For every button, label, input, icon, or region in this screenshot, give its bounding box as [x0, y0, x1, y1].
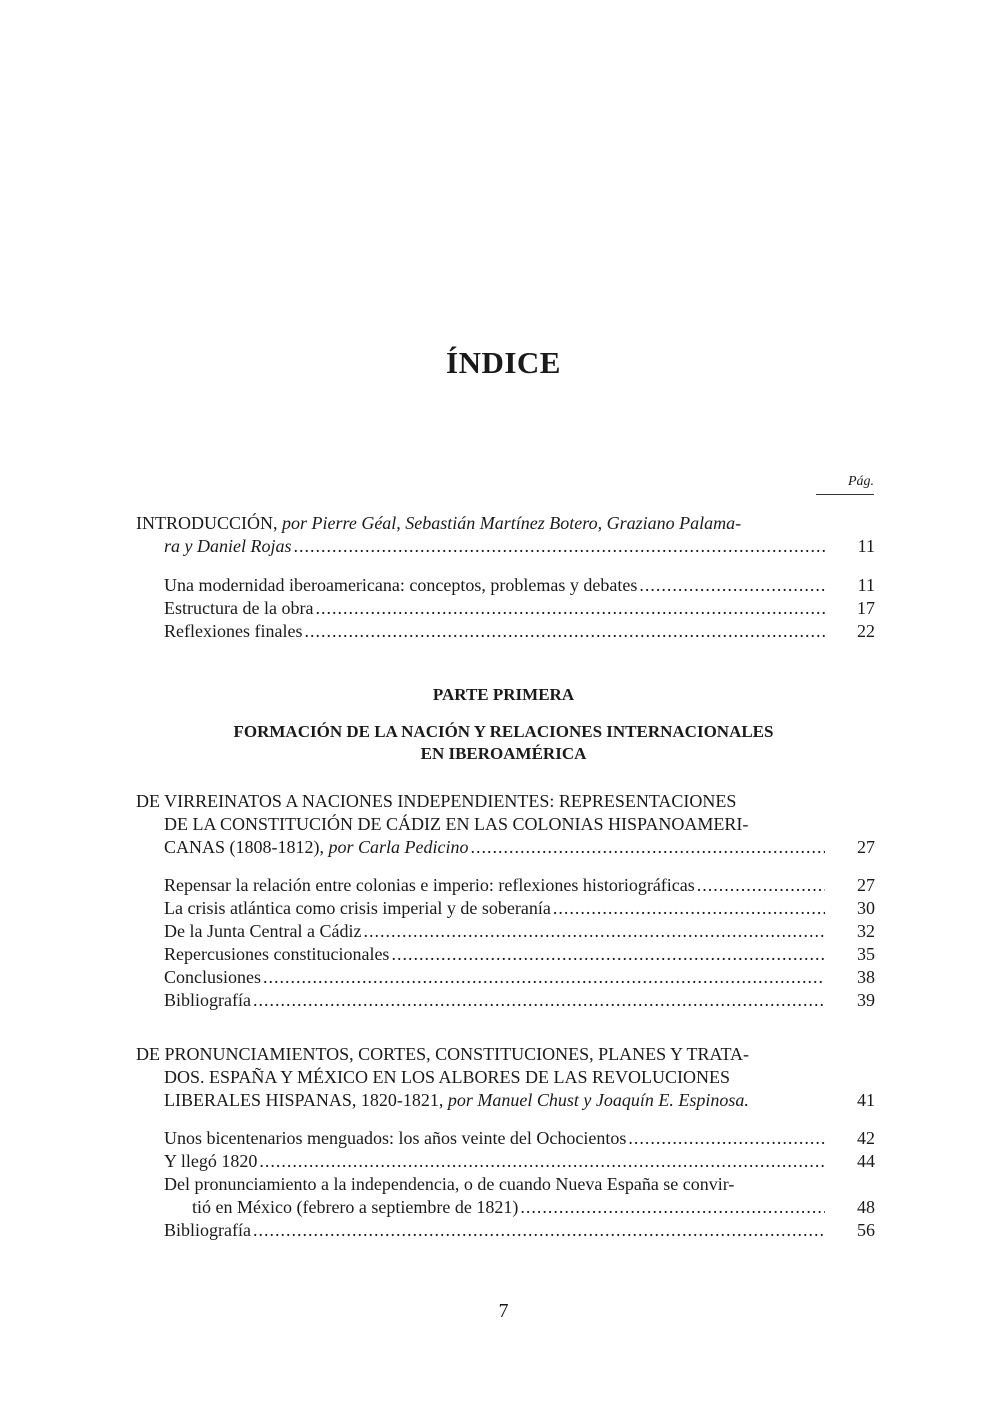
leader-dots [304, 620, 825, 643]
entry-heading: INTRODUCCIÓN, [136, 513, 282, 533]
subentry-label: Bibliografía [164, 990, 251, 1010]
page-ref: 11 [857, 575, 875, 595]
page-ref: 38 [857, 967, 875, 987]
subentry-label: Y llegó 1820 [164, 1151, 258, 1171]
toc-subentry [164, 574, 875, 597]
toc-subentry [164, 1150, 875, 1173]
toc-subentry [164, 597, 875, 620]
subentry-label: Bibliografía [164, 1220, 251, 1240]
leader-dots [391, 943, 825, 966]
toc-subentry [164, 1127, 875, 1150]
subentry-label: Repensar la relación entre colonias e imperio: reflexiones historiográficas [164, 875, 695, 895]
page-ref: 56 [857, 1220, 875, 1240]
leader-dots [363, 920, 825, 943]
toc-subentries-intro [164, 574, 875, 643]
page-ref: 41 [857, 1090, 875, 1110]
part-title-line2: EN IBEROAMÉRICA [420, 744, 587, 763]
subentry-label: Conclusiones [164, 967, 261, 987]
entry-line: DE VIRREINATOS A NACIONES INDEPENDIENTES: REPRESENTACIONES [136, 791, 737, 811]
leader-dots [553, 897, 825, 920]
entry-authors: por Manuel Chust y Joaquín E. Espinosa. [447, 1090, 749, 1110]
leader-dots [294, 535, 826, 558]
leader-dots [697, 874, 825, 897]
entry-line: DOS. ESPAÑA Y MÉXICO EN LOS ALBORES DE LAS REVOLUCIONES [164, 1067, 731, 1087]
leader-dots [253, 989, 825, 1012]
page-ref: 27 [857, 875, 875, 895]
page-ref: 32 [857, 921, 875, 941]
page-ref: 48 [857, 1197, 875, 1217]
leader-dots [628, 1127, 825, 1150]
page-ref: 35 [857, 944, 875, 964]
leader-dots [471, 836, 826, 859]
entry-line: DE PRONUNCIAMIENTOS, CORTES, CONSTITUCIONES, PLANES Y TRATA- [136, 1044, 750, 1064]
entry-line [136, 1089, 875, 1112]
leader-dots [315, 597, 825, 620]
subentry-label: tió en México (febrero a septiembre de 1821) [192, 1197, 519, 1217]
page-column-label: Pág. [816, 474, 874, 495]
part-label: PARTE PRIMERA [432, 685, 575, 704]
leader-dots [520, 1196, 825, 1219]
toc-subentry-line: Del pronunciamiento a la independencia, o de cuando Nueva España se convir- [164, 1174, 735, 1194]
entry-heading: CANAS (1808-1812), [164, 837, 329, 857]
toc-entry-chapter [136, 1043, 875, 1112]
toc-entry-introduction [136, 512, 875, 558]
toc-subentry [164, 989, 875, 1012]
subentry-label: Estructura de la obra [164, 598, 314, 618]
leader-dots [639, 574, 825, 597]
page-title: ÍNDICE [446, 345, 561, 380]
toc-subentry [164, 620, 875, 643]
part-title-line1: FORMACIÓN DE LA NACIÓN Y RELACIONES INTERNACIONALES [233, 722, 774, 741]
entry-authors: por Carla Pedicino [328, 837, 469, 857]
entry-line [136, 535, 875, 558]
page-ref: 44 [857, 1151, 875, 1171]
page-ref: 17 [857, 598, 875, 618]
toc-subentries-chapter1 [164, 874, 875, 1012]
entry-line [136, 836, 875, 859]
toc-subentry [164, 1219, 875, 1242]
entry-authors: por Pierre Géal, Sebastián Martínez Botero, Graziano Palama- [282, 513, 742, 533]
toc-subentry [164, 1196, 875, 1219]
toc-subentry [164, 920, 875, 943]
entry-line: DE LA CONSTITUCIÓN DE CÁDIZ EN LAS COLONIAS HISPANOAMERI- [164, 814, 749, 834]
page-number: 7 [498, 1300, 509, 1322]
page-ref: 27 [857, 837, 875, 857]
subentry-label: La crisis atlántica como crisis imperial y de soberanía [164, 898, 551, 918]
toc-subentry [164, 874, 875, 897]
page-ref: 30 [857, 898, 875, 918]
leader-dots [259, 1150, 825, 1173]
leader-dots [253, 1219, 825, 1242]
entry-heading: LIBERALES HISPANAS, 1820-1821, [164, 1090, 448, 1110]
toc-subentry [164, 966, 875, 989]
toc-subentry [164, 943, 875, 966]
page-ref: 42 [857, 1128, 875, 1148]
page-ref: 39 [857, 990, 875, 1010]
subentry-label: Una modernidad iberoamericana: conceptos, problemas y debates [164, 575, 638, 595]
leader-dots [263, 966, 825, 989]
page-ref: 22 [857, 621, 875, 641]
toc-subentries-chapter2 [164, 1127, 875, 1242]
page-ref: 11 [857, 536, 875, 556]
subentry-label: Unos bicentenarios menguados: los años veinte del Ochocientos [164, 1128, 627, 1148]
entry-authors-cont: ra y Daniel Rojas [164, 536, 292, 556]
toc-subentry [164, 897, 875, 920]
subentry-label: De la Junta Central a Cádiz [164, 921, 362, 941]
entry-line [136, 512, 875, 535]
subentry-label: Repercusiones constitucionales [164, 944, 390, 964]
subentry-label: Reflexiones finales [164, 621, 303, 641]
toc-entry-chapter [136, 790, 875, 859]
